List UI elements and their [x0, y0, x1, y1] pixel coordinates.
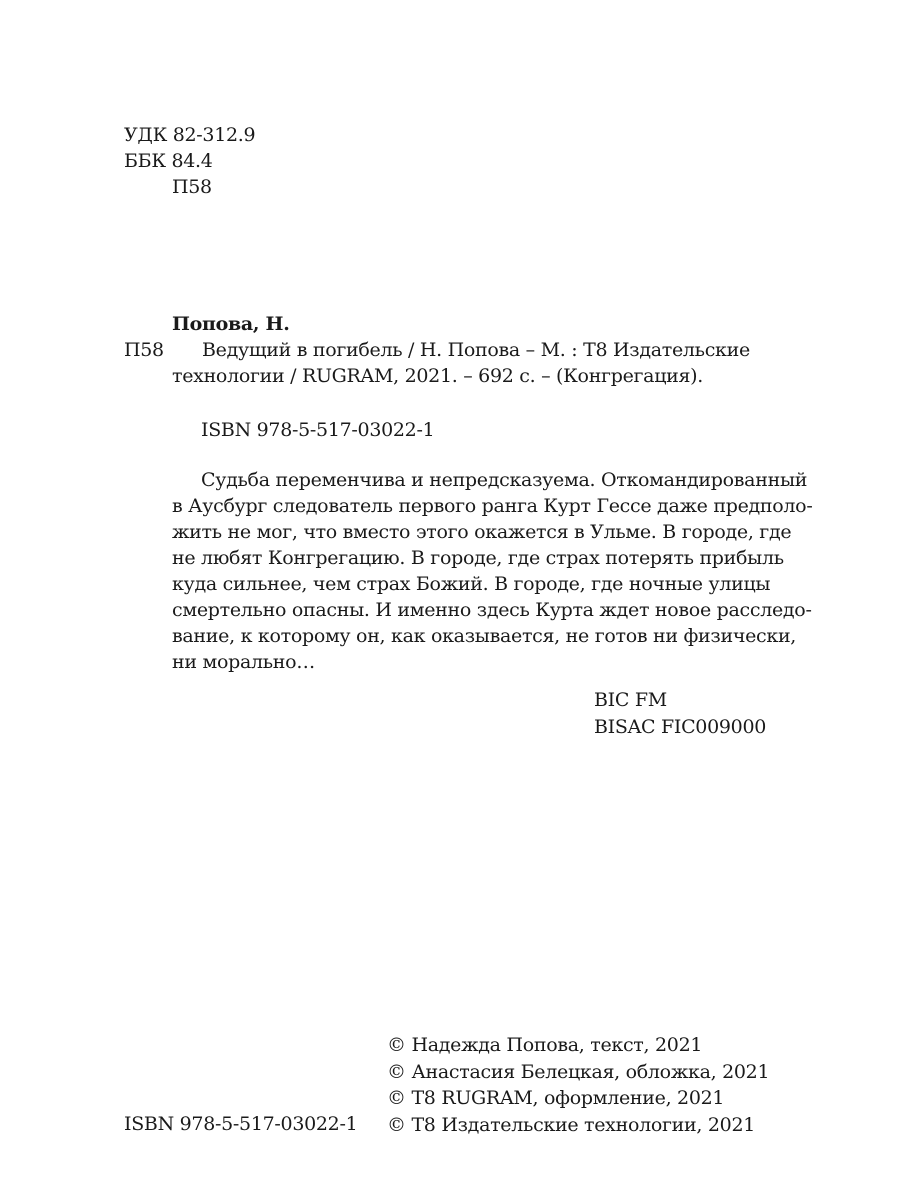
- entry-author-mark: П58: [124, 339, 164, 361]
- entry-title-line-2: технологии / RUGRAM, 2021. – 692 с. – (Конгрегация).: [172, 365, 704, 387]
- copyright-line: © Анастасия Белецкая, обложка, 2021: [387, 1060, 770, 1083]
- annotation-line: куда сильнее, чем страх Божий. В городе, где ночные улицы: [172, 573, 771, 595]
- copyright-line: © Т8 Издательские технологии, 2021: [387, 1113, 756, 1136]
- udk-code: УДК 82-312.9: [124, 124, 256, 146]
- isbn-entry: ISBN 978-5-517-03022-1: [201, 419, 435, 441]
- author-mark: П58: [172, 176, 212, 198]
- bic-code: BIC FM: [594, 689, 667, 711]
- entry-author: Попова, Н.: [172, 313, 290, 335]
- annotation-line: ни морально…: [172, 651, 315, 673]
- annotation-line: в Аусбург следователь первого ранга Курт Гессе даже предполо-: [172, 495, 813, 517]
- copyright-line: © Надежда Попова, текст, 2021: [387, 1034, 703, 1056]
- annotation-paragraph: [172, 467, 813, 675]
- annotation-line: Судьба переменчива и непредсказуема. Откомандированный: [201, 469, 808, 491]
- copyright-line: © Т8 RUGRAM, оформление, 2021: [387, 1087, 725, 1109]
- annotation-line: жить не мог, что вместо этого окажется в Ульме. В городе, где: [172, 521, 792, 543]
- entry-title-line-1: Ведущий в погибель / Н. Попова – М. : Т8 Издательские: [202, 339, 750, 361]
- bbk-code: ББК 84.4: [124, 150, 213, 172]
- bisac-code: BISAC FIC009000: [594, 716, 767, 738]
- isbn-footer: ISBN 978-5-517-03022-1: [124, 1113, 358, 1135]
- annotation-line: смертельно опасны. И именно здесь Курта ждет новое расследо-: [172, 599, 812, 621]
- annotation-line: вание, к которому он, как оказывается, не готов ни физически,: [172, 625, 797, 647]
- annotation-line: не любят Конгрегацию. В городе, где страх потерять прибыль: [172, 547, 784, 569]
- copyright-block: [387, 1032, 769, 1138]
- classification-block: [124, 122, 255, 200]
- subject-codes: [594, 687, 766, 741]
